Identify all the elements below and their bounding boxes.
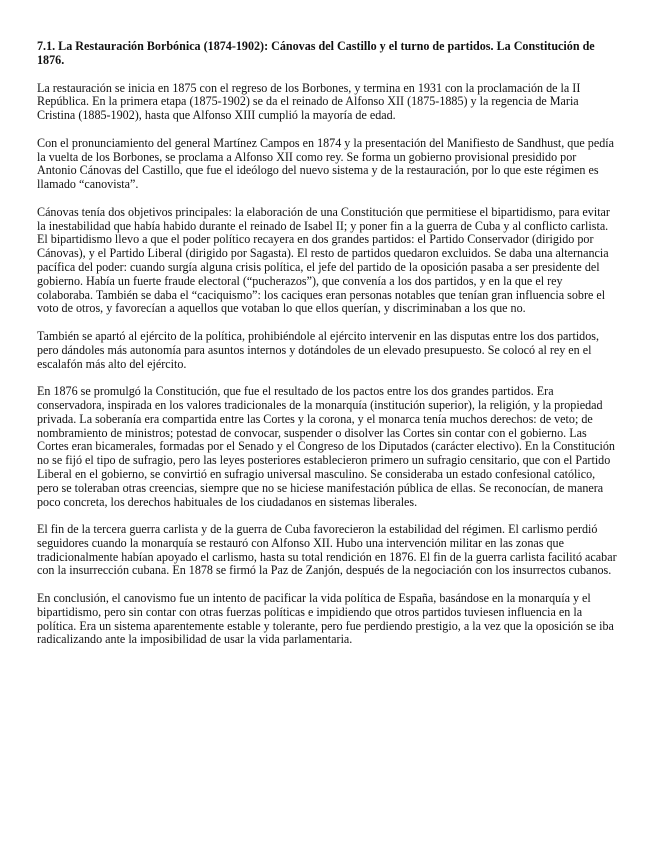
document-title: 7.1. La Restauración Borbónica (1874-1902): Cánovas del Castillo y el turno de partidos. La Constitución de 1876. bbox=[37, 39, 595, 67]
paragraph-constitucion: En 1876 se promulgó la Constitución, que fue el resultado de los pactos entre los dos grandes partidos. Era conservadora, inspirada en los valores tradicionales de la monarquía (institución superior), la religión, y la propiedad privada. La soberanía era compartida entre las Cortes y la corona, y el monarca tenía muchos derechos: de veto; de nombramiento de ministros; potestad de convocar, suspender o disolver las Cortes sin contar con el gobierno. Las Cortes eran bicamerales, formadas por el Senado y el Congreso de los Diputados (carácter electivo). En la Constitución no se fijó el tipo de sufragio, pero las leyes posteriores establecieron primero un sufragio censitario, que con el Partido Liberal en el gobierno, se convirtió en sufragio universal masculino. Se consideraba un estado confesional católico, pero se toleraban otras creencias, siempre que no se hiciese manifestación pública de ellas. Se reconocían, de manera poco concreta, los derechos habituales de los ciudadanos en sistemas liberales. bbox=[37, 384, 615, 509]
paragraph-fin-guerras: El fin de la tercera guerra carlista y de la guerra de Cuba favorecieron la estabilidad del régimen. El carlismo perdió seguidores cuando la monarquía se restauró con Alfonso XII. Hubo una intervención militar en las zonas que tradicionalmente habían apoyado el carlismo, hasta su total rendición en 1876. El fin de la guerra carlista facilitó acabar con la insurrección cubana. En 1878 se firmó la Paz de Zanjón, después de la negociación con los insurrectos cubanos. bbox=[37, 522, 617, 578]
paragraph-pronunciamiento: Con el pronunciamiento del general Martínez Campos en 1874 y la presentación del Manifiesto de Sandhust, que pedía la vuelta de los Borbones, se proclama a Alfonso XII como rey. Se forma un gobierno provisional presidido por Antonio Cánovas del Castillo, que fue el ideólogo del nuevo sistema y de la restauración, por lo que este régimen es llamado “canovista”. bbox=[37, 135, 614, 192]
paragraph-ejercito: También se apartó al ejército de la política, prohibiéndole al ejército intervenir en las disputas entre los dos partidos, pero dándoles más autonomía para asuntos internos y dotándoles de un elevado presupuesto. Se colocó al rey en el escalafón más alto del ejército. bbox=[37, 328, 599, 371]
paragraph-objetivos-canovas: Cánovas tenía dos objetivos principales: la elaboración de una Constitución que permitiese el bipartidismo, para evitar la inestabilidad que había habido durante el reinado de Isabel II; y poner fin a la guerra de Cuba y al conflicto carlista. El bipartidismo llevo a que el poder político recayera en dos grandes partidos: el Partido Conservador (dirigido por Cánovas), y el Partido Liberal (dirigido por Sagasta). El resto de partidos quedaron excluidos. Se daba una alternancia pacífica del poder: cuando surgía alguna crisis política, el jefe del partido de la oposición pasaba a ser presidente del gobierno. Había un fuerte fraude electoral (“pucherazos”), que convenía a los dos partidos, y en la que el rey colaboraba. También se daba el “caciquismo”: los caciques eran personas notables que tenían gran influencia sobre el voto de otros, y favorecían a aquellos que votaban lo que ellos querían, y discriminaban a los que no. bbox=[37, 204, 610, 316]
paragraph-intro: La restauración se inicia en 1875 con el regreso de los Borbones, y termina en 1931 con la proclamación de la II República. En la primera etapa (1875-1902) se da el reinado de Alfonso XII (1875-1885) y la regencia de Maria Cristina (1885-1902), hasta que Alfonso XIII cumplió la mayoría de edad. bbox=[37, 80, 581, 123]
document-page bbox=[37, 40, 617, 661]
paragraph-conclusion: En conclusión, el canovismo fue un intento de pacificar la vida política de España, basándose en la monarquía y el bipartidismo, pero sin contar con otras fuerzas políticas e impidiendo que otros partidos tuviesen influencia en la política. Era un sistema aparentemente estable y tolerante, pero fue perdiendo prestigio, a la vez que la oposición se iba radicalizando ante la imposibilidad de usar la vida parlamentaria. bbox=[37, 591, 614, 647]
